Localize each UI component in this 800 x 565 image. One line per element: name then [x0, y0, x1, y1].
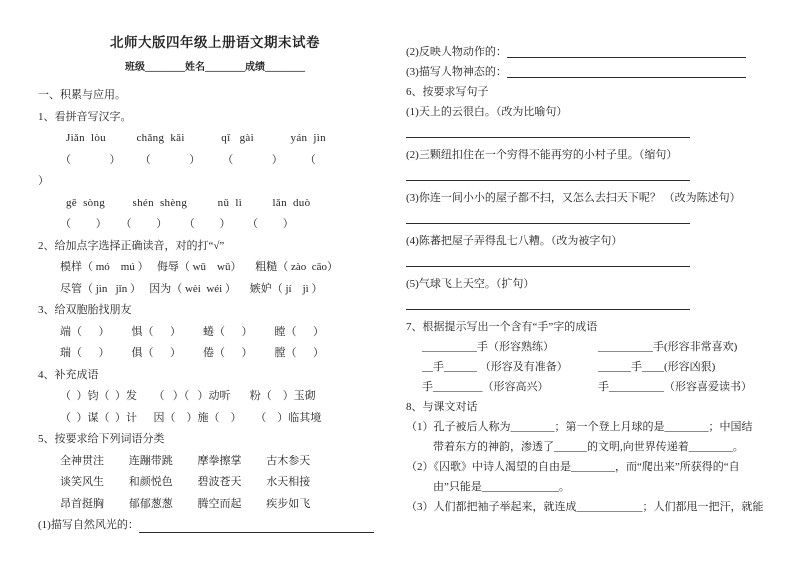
answer-line — [139, 515, 374, 533]
q8-label: 8、与课文对话 — [406, 401, 478, 413]
answer-line — [507, 62, 746, 78]
q7-row1-right: __________手(形容非常喜欢) — [598, 341, 738, 353]
q5-label: 5、按要求给下列词语分类 — [38, 433, 165, 445]
answer-line — [406, 251, 794, 274]
answer-line — [507, 42, 746, 58]
q1-paren-row2: （ ） （ ） （ ） （ ） — [60, 218, 294, 230]
q6-item5: (5)气球飞上天空。（扩句） — [406, 278, 535, 290]
answer-line — [406, 294, 794, 317]
page-title: 北师大版四年级上册语文期末试卷 — [110, 35, 320, 50]
q4-label: 4、补充成语 — [38, 368, 99, 381]
q7-label: 7、根据提示写出一个含有“手”字的成语 — [406, 321, 598, 333]
q5-words-row1: 全神贯注 连蹦带跳 摩拳擦掌 古木参天 — [60, 454, 311, 467]
q1-pinyin-row2: gē sòng shén shèng nǔ lì lǎn duò — [66, 196, 311, 209]
q7-row3-left: 手_________（形容高兴） — [422, 381, 549, 393]
blank-rule — [406, 296, 690, 310]
answer-line — [406, 122, 794, 145]
q8-item1-line1: （1）孔子被后人称为________；第一个登上月球的是________；中国结 — [406, 421, 753, 433]
blank-rule — [406, 167, 690, 181]
q5-item3 — [406, 62, 794, 82]
q7-row3 — [406, 377, 794, 397]
q8-item2-line2: 由”只能是______________。 — [433, 481, 570, 493]
blank-rule — [406, 253, 690, 267]
q6-item2: (2)三颗纽扣住在一个穷得不能再穷的小村子里。（缩句） — [406, 149, 678, 161]
answer-line — [406, 208, 794, 231]
right-column — [406, 42, 794, 517]
q1-pinyin-row1: Jiǎn lòu chǎng kāi qǐ gài yán jìn — [66, 132, 326, 144]
q2-label: 2、给加点字选择正确读音，对的打“√” — [38, 239, 225, 252]
q2-row2: 尽管（ jìn jǐn ） 因为（ wèi wéi ） 嫉妒（ jí jì ） — [60, 282, 323, 295]
q5-words-row2: 谈笑风生 和颜悦色 碧波苍天 水天相接 — [60, 476, 311, 488]
q3-label: 3、给双胞胎找朋友 — [38, 304, 132, 316]
q5-item2 — [406, 42, 794, 62]
left-column — [38, 34, 392, 537]
q5-words-row3: 昂首挺胸 郁郁葱葱 腾空而起 疾步如飞 — [60, 497, 311, 510]
q1-paren-row1: （ ） （ ） （ ） （ — [60, 153, 316, 166]
q8-item3: （3）人们都把袖子举起来，就连成____________；人们都甩一把汗，就能 — [406, 501, 764, 513]
q5-item2-label: (2)反映人物动作的： — [406, 46, 507, 58]
q8-item2-line1: （2）《囚歌》中诗人渴望的自由是________，而“爬出来”所获得的“自 — [406, 461, 740, 473]
q5-item3-label: (3)描写人物神态的： — [406, 66, 507, 78]
q6-item1: (1)天上的云很白。（改为比喻句） — [406, 106, 568, 118]
q7-row1 — [406, 337, 794, 357]
q3-row1: 端（ ） 惧（ ） 蜷（ ） 瞠（ ） — [60, 325, 324, 338]
blank-rule — [406, 210, 690, 224]
q4-row1: （ ）钧（ ）发 （ ）（ ）动听 粉（ ）玉砌 — [60, 390, 316, 402]
blank-rule — [406, 124, 690, 138]
q7-row2-left: __手______ （形容及有准备） — [422, 361, 568, 373]
q5-item1 — [38, 515, 392, 537]
answer-line — [406, 165, 794, 188]
q4-row2: （ ）谋（ ）计 因（ ）施（ ） （ ）临其境 — [60, 411, 322, 424]
q1-paren-row1-wrap: ） — [38, 175, 49, 187]
student-info-line: 班级________姓名________成绩________ — [125, 62, 305, 73]
q7-row2 — [406, 357, 794, 377]
q1-label: 1、看拼音写汉字。 — [38, 110, 132, 123]
q7-row3-right: 手__________（形容喜爱读书） — [598, 381, 752, 393]
part1-heading: 一、积累与应用。 — [38, 89, 126, 101]
q8-item1-line2: 带着东方的神韵，渗透了______的文明,向世界传递着________。 — [433, 441, 744, 453]
q6-item4: (4)陈蕃把屋子弄得乱七八糟。（改为被字句） — [406, 235, 623, 247]
q6-label: 6、按要求写句子 — [406, 86, 489, 98]
q5-item1-label: (1)描写自然风光的： — [38, 519, 139, 531]
q7-row1-left: __________手（形容熟练） — [422, 341, 554, 353]
q3-row2: 瑞（ ） 俱（ ） 倦（ ） 膛（ ） — [60, 347, 324, 359]
q2-row1: 模样（ mó mú ） 侮辱（ wū wǔ） 粗糙（ zào cāo） — [60, 261, 339, 273]
q7-row2-right: ______手____(形容凶狠) — [598, 361, 716, 373]
q6-item3: (3)你连一间小小的屋子都不扫，又怎么去扫天下呢？ （改为陈述句） — [406, 192, 741, 204]
